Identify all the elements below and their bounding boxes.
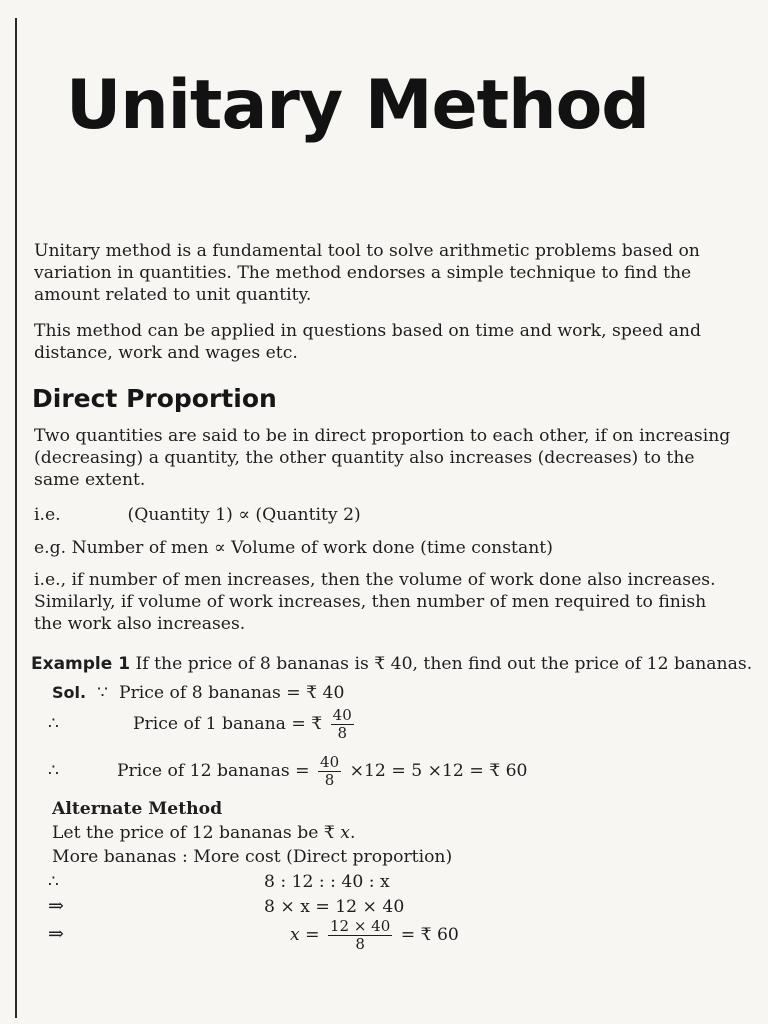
product-equation: 8 × x = 12 × 40 (263, 897, 405, 917)
solution-step-2 (48, 707, 357, 742)
implies-arrow-icon: ⇒ (48, 895, 64, 917)
alt-line-1-text: Let the price of 12 bananas be ₹ (52, 823, 335, 843)
direct-proportion-definition: Two quantities are said to be in direct proportion to each other, if on increasing (decreasing) a quantity, the other quantity also increases (decreases) to the same extent. (34, 426, 731, 490)
final-result: = ₹ 60 (400, 925, 459, 945)
eg-line: e.g. Number of men ∝ Volume of work done (time constant) (34, 538, 553, 558)
example-1-question (31, 654, 752, 674)
intro-paragraph-2: This method can be applied in questions based on time and work, speed and distance, work and wages etc. (34, 321, 701, 363)
solution-label: Sol. (52, 683, 87, 702)
therefore-symbol: ∴ (48, 872, 59, 892)
ie-expression: (Quantity 1) ∝ (Quantity 2) (127, 505, 361, 525)
step-3-text: Price of 12 bananas = (116, 761, 310, 781)
proportion-equation: 8 : 12 : : 40 : x (263, 872, 390, 892)
alt-line-1-period: . (349, 823, 356, 843)
step-1-text: Price of 8 bananas = ₹ 40 (119, 683, 345, 703)
alternate-equation-1 (48, 872, 390, 892)
step-3-result: ×12 = 5 ×12 = ₹ 60 (349, 761, 528, 781)
x-equals: x = (289, 925, 320, 945)
direct-proportion-heading: Direct Proportion (32, 384, 277, 413)
fraction-denominator: 8 (337, 724, 347, 742)
therefore-symbol: ∴ (48, 714, 59, 734)
implies-arrow-icon: ⇒ (48, 923, 64, 945)
alternate-line-1 (52, 823, 355, 843)
alternate-line-2: More bananas : More cost (Direct proportion) (52, 847, 453, 867)
fraction-numerator: 40 (332, 706, 352, 724)
solution-step-1 (52, 683, 344, 703)
therefore-symbol: ∴ (48, 761, 59, 781)
fraction-numerator: 12 × 40 (329, 917, 391, 935)
example-label: Example 1 (31, 654, 131, 674)
example-question-text: If the price of 8 bananas is ₹ 40, then find out the price of 12 bananas. (135, 654, 753, 674)
alternate-equation-3 (48, 918, 459, 953)
step-2-fraction (331, 707, 354, 742)
ie-line (34, 505, 361, 525)
ie-label: i.e. (34, 505, 61, 525)
final-fraction (328, 918, 392, 953)
variable-x: x (340, 823, 350, 843)
alternate-equation-2 (48, 895, 404, 917)
step-3-fraction (318, 754, 341, 789)
fraction-numerator: 40 (320, 753, 340, 771)
page-title: Unitary Method (66, 66, 649, 145)
solution-step-3 (48, 754, 527, 789)
left-margin-rule (15, 18, 17, 1018)
fraction-denominator: 8 (355, 935, 365, 953)
direct-proportion-explanation: i.e., if number of men increases, then the volume of work done also increases. Similarly, if volume of work increases, then number of men required to finish the work also increases. (34, 570, 716, 634)
alternate-method-heading: Alternate Method (52, 799, 223, 819)
because-symbol: ∵ (97, 683, 108, 703)
step-2-text: Price of 1 banana = ₹ (132, 714, 323, 734)
fraction-denominator: 8 (324, 771, 335, 789)
intro-paragraph-1: Unitary method is a fundamental tool to solve arithmetic problems based on variation in quantities. The method endorses a simple technique to find the amount related to unit quantity. (34, 241, 700, 305)
